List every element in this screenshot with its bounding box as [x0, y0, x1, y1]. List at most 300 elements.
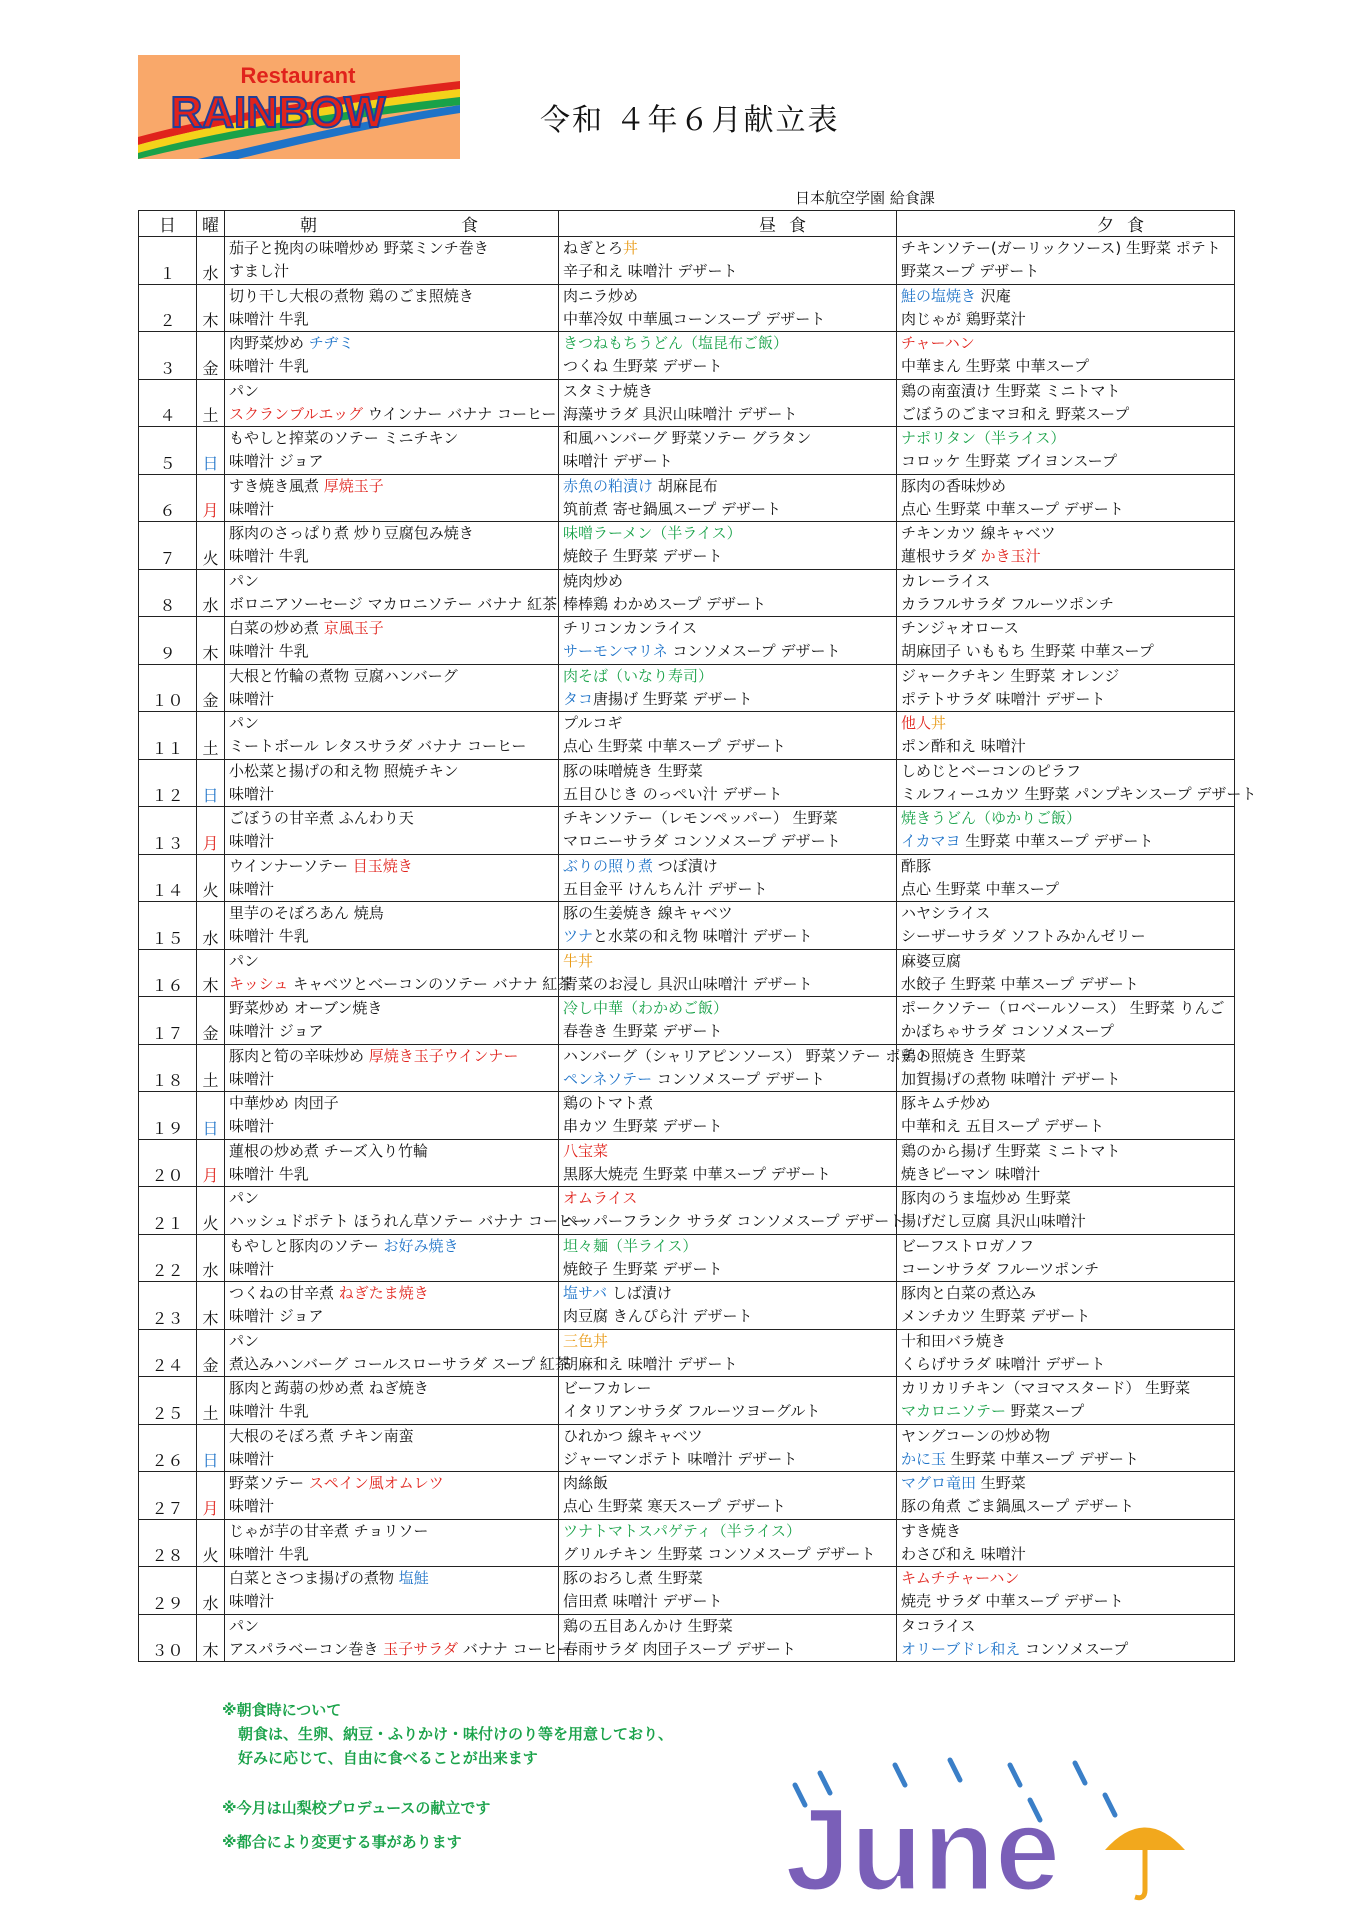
lunch-cell — [559, 1329, 897, 1377]
dinner-cell — [897, 617, 1235, 665]
breakfast-line — [225, 1020, 558, 1043]
day-number: １１ — [139, 712, 197, 760]
table-row — [139, 427, 1235, 475]
menu-text: イカマヨ — [901, 832, 961, 851]
menu-text: 味噌汁 牛乳 — [229, 309, 309, 328]
menu-text: 肉そば（いなり寿司） — [563, 666, 714, 685]
table-row — [139, 237, 1235, 285]
menu-text: タコ — [563, 689, 594, 708]
lunch-cell — [559, 1092, 897, 1140]
dinner-cell — [897, 807, 1235, 855]
menu-text: 煮込みハンバーグ コールスローサラダ スープ 紅茶 — [229, 1354, 570, 1373]
table-row — [139, 902, 1235, 950]
dinner-cell — [897, 712, 1235, 760]
lunch-line — [559, 878, 896, 901]
dinner-line — [897, 950, 1234, 973]
notes-line-1: 朝食は、生卵、納豆・ふりかけ・味付けのり等を用意しており、 — [238, 1725, 674, 1743]
table-row — [139, 617, 1235, 665]
lunch-line — [559, 1377, 896, 1400]
lunch-line — [559, 1495, 896, 1518]
menu-text: 味噌汁 — [229, 832, 275, 851]
lunch-line — [559, 1353, 896, 1376]
lunch-cell — [559, 1234, 897, 1282]
dinner-line — [897, 925, 1234, 948]
lunch-line — [559, 855, 896, 878]
menu-text: ごぼうの甘辛煮 ふんわり天 — [229, 809, 414, 827]
menu-text: 中華炒め 肉団子 — [229, 1094, 339, 1112]
menu-text: 鶏のから揚げ 生野菜 ミニトマト — [901, 1141, 1121, 1160]
lunch-cell — [559, 902, 897, 950]
day-number: ２０ — [139, 1139, 197, 1187]
lunch-line — [559, 1068, 896, 1091]
menu-text: オムライス — [563, 1189, 638, 1207]
menu-text: スタミナ焼き — [563, 381, 654, 400]
breakfast-line — [225, 902, 558, 925]
lunch-cell — [559, 522, 897, 570]
lunch-cell — [559, 664, 897, 712]
menu-text: ジャーマンポテト 味噌汁 デザート — [563, 1449, 798, 1468]
day-number: ２９ — [139, 1567, 197, 1615]
weekday: 水 — [197, 902, 225, 950]
menu-text: 茄子と挽肉の味噌炒め 野菜ミンチ巻き — [229, 239, 489, 257]
notes-line-4: ※都合により変更する事があります — [222, 1833, 462, 1851]
menu-text: シーザーサラダ ソフトみかんゼリー — [901, 927, 1146, 946]
menu-text: 丼 — [623, 239, 639, 257]
dinner-line — [897, 1567, 1234, 1590]
day-number: １０ — [139, 664, 197, 712]
lunch-line — [559, 475, 896, 498]
dinner-line — [897, 403, 1234, 426]
menu-text: つくね 生野菜 デザート — [563, 357, 723, 376]
dinner-line — [897, 1495, 1234, 1518]
dinner-line — [897, 237, 1234, 260]
weekday: 土 — [197, 712, 225, 760]
dinner-line — [897, 498, 1234, 521]
lunch-line — [559, 973, 896, 996]
day-number: ８ — [139, 569, 197, 617]
table-row — [139, 474, 1235, 522]
menu-text: ねぎとろ — [563, 239, 624, 257]
breakfast-cell — [225, 474, 559, 522]
lunch-cell — [559, 1282, 897, 1330]
menu-text: じゃが芋の甘辛煮 チョリソー — [229, 1521, 429, 1540]
table-row — [139, 522, 1235, 570]
dinner-cell — [897, 284, 1235, 332]
page-title: 令和 ４年６月献立表 — [540, 103, 840, 138]
notes-heading: ※朝食時について — [222, 1701, 342, 1719]
menu-text: ペッパーフランク サラダ コンソメスープ デザート — [563, 1212, 905, 1231]
menu-text: 味噌汁 牛乳 — [229, 1402, 309, 1421]
dinner-line — [897, 1400, 1234, 1423]
menu-text: パン — [229, 1189, 260, 1207]
day-number: ９ — [139, 617, 197, 665]
menu-text: 目玉焼き — [352, 856, 413, 875]
day-number: １８ — [139, 1044, 197, 1092]
breakfast-line — [225, 1092, 558, 1115]
breakfast-line — [225, 475, 558, 498]
menu-text: 棒棒鶏 わかめスープ デザート — [563, 594, 767, 613]
menu-text: 鶏の照焼き 生野菜 — [901, 1046, 1026, 1065]
menu-table — [138, 210, 1257, 1662]
table-row — [139, 664, 1235, 712]
department-label: 日本航空学園 給食課 — [795, 189, 935, 207]
header-breakfast-2: 食 — [461, 216, 478, 236]
menu-text: 味噌汁 — [229, 1259, 275, 1278]
menu-text: 味噌汁 — [229, 1117, 275, 1136]
lunch-line — [559, 783, 896, 806]
lunch-line — [559, 1472, 896, 1495]
breakfast-cell — [225, 902, 559, 950]
menu-text: 他人 — [901, 714, 932, 732]
breakfast-cell — [225, 332, 559, 380]
lunch-cell — [559, 1139, 897, 1187]
table-row — [139, 1234, 1235, 1282]
dinner-cell — [897, 427, 1235, 475]
table-row — [139, 569, 1235, 617]
header-dinner-2: 食 — [1127, 216, 1144, 236]
menu-text: 味噌汁 — [229, 499, 275, 518]
dinner-line — [897, 332, 1234, 355]
table-row — [139, 1424, 1235, 1472]
menu-text: 肉絲飯 — [563, 1474, 609, 1492]
menu-text: 海藻サラダ 具沢山味噌汁 デザート — [563, 404, 798, 423]
menu-text: 野菜スープ — [1006, 1402, 1085, 1421]
dinner-line — [897, 1590, 1234, 1613]
menu-text: ウインナー バナナ コーヒー — [363, 404, 557, 423]
menu-text: スペイン風オムレツ — [308, 1474, 444, 1492]
menu-table-header — [139, 211, 1235, 237]
menu-text: 生野菜 中華スープ デザート — [946, 1449, 1139, 1468]
menu-text: 味噌汁 — [229, 879, 275, 898]
menu-text: 豚の角煮 ごま鍋風スープ デザート — [901, 1497, 1135, 1516]
lunch-line — [559, 760, 896, 783]
menu-text: 豚肉のうま塩炒め 生野菜 — [901, 1189, 1071, 1207]
dinner-cell — [897, 664, 1235, 712]
header-lunch-1: 昼 — [759, 216, 776, 236]
lunch-line — [559, 1187, 896, 1210]
lunch-line — [559, 925, 896, 948]
dinner-line — [897, 712, 1234, 735]
lunch-line — [559, 1590, 896, 1613]
breakfast-line — [225, 1448, 558, 1471]
breakfast-cell — [225, 1519, 559, 1567]
lunch-line — [559, 522, 896, 545]
menu-text: マロニーサラダ コンソメスープ デザート — [563, 832, 841, 851]
menu-text: 焼餃子 生野菜 デザート — [563, 1259, 723, 1278]
lunch-line — [559, 1305, 896, 1328]
day-number: ７ — [139, 522, 197, 570]
dinner-line — [897, 285, 1234, 308]
lunch-line — [559, 1638, 896, 1661]
breakfast-cell — [225, 807, 559, 855]
lunch-line — [559, 830, 896, 853]
lunch-line — [559, 308, 896, 331]
menu-text: ひれかつ 線キャベツ — [563, 1426, 703, 1445]
lunch-cell — [559, 854, 897, 902]
lunch-cell — [559, 237, 897, 285]
menu-text: グリルチキン 生野菜 コンソメスープ デザート — [563, 1544, 876, 1563]
table-row — [139, 1614, 1235, 1662]
dinner-cell — [897, 379, 1235, 427]
menu-text: すき焼き — [901, 1521, 962, 1540]
header-lunch — [559, 211, 897, 237]
dinner-cell — [897, 1519, 1235, 1567]
dinner-line — [897, 593, 1234, 616]
table-row — [139, 807, 1235, 855]
breakfast-line — [225, 427, 558, 450]
menu-text: 味噌汁 — [229, 1449, 275, 1468]
lunch-line — [559, 1543, 896, 1566]
lunch-line — [559, 902, 896, 925]
menu-text: パン — [229, 1331, 260, 1350]
dinner-cell — [897, 902, 1235, 950]
day-number: ５ — [139, 427, 197, 475]
menu-text: 三色丼 — [563, 1331, 609, 1350]
menu-text: 味噌汁 — [229, 1592, 275, 1611]
menu-text: パン — [229, 714, 260, 732]
day-number: ２１ — [139, 1187, 197, 1235]
menu-text: 胡麻団子 いももち 生野菜 中華スープ — [901, 642, 1154, 661]
breakfast-line — [225, 617, 558, 640]
notes-line-2: 好みに応じて、自由に食べることが出来ます — [238, 1749, 538, 1767]
dinner-line — [897, 1045, 1234, 1068]
menu-text: チャーハン — [901, 334, 975, 352]
menu-text: すまし汁 — [229, 262, 290, 281]
table-row — [139, 1187, 1235, 1235]
menu-text: プルコギ — [563, 714, 623, 732]
dinner-line — [897, 617, 1234, 640]
menu-text: ジャークチキン 生野菜 オレンジ — [901, 666, 1120, 685]
menu-text: 五目金平 けんちん汁 デザート — [563, 879, 768, 898]
menu-text: チキンカツ 線キャベツ — [901, 524, 1056, 542]
breakfast-line — [225, 1210, 588, 1233]
lunch-line — [559, 712, 896, 735]
breakfast-cell — [225, 712, 559, 760]
dinner-cell — [897, 1377, 1235, 1425]
menu-text: 味噌汁 牛乳 — [229, 547, 309, 566]
lunch-line — [559, 617, 896, 640]
menu-text: 点心 生野菜 寒天スープ デザート — [563, 1497, 786, 1516]
breakfast-line — [225, 545, 558, 568]
weekday: 水 — [197, 237, 225, 285]
logo-main-text: RAINBOW — [170, 88, 386, 137]
day-number: ２５ — [139, 1377, 197, 1425]
dinner-line — [897, 1020, 1234, 1043]
lunch-cell — [559, 332, 897, 380]
menu-text: 白菜の炒め煮 — [229, 619, 324, 637]
breakfast-line — [225, 1520, 558, 1543]
lunch-line — [559, 1448, 896, 1471]
dinner-line — [897, 807, 1234, 830]
day-number: ４ — [139, 379, 197, 427]
dinner-line — [897, 1353, 1234, 1376]
dinner-line — [897, 1187, 1234, 1210]
dinner-line — [897, 1615, 1234, 1638]
menu-text: ポークソテー（ロベールソース） 生野菜 りんご — [901, 999, 1225, 1017]
menu-text: 塩サバ — [563, 1284, 608, 1302]
lunch-line — [559, 1210, 905, 1233]
day-number: ２ — [139, 284, 197, 332]
breakfast-cell — [225, 997, 559, 1045]
menu-text: チリコンカンライス — [563, 619, 698, 637]
dinner-cell — [897, 1614, 1235, 1662]
breakfast-cell — [225, 664, 559, 712]
restaurant-rainbow-logo — [138, 55, 460, 159]
day-number: ６ — [139, 474, 197, 522]
logo-top-text: Restaurant — [240, 63, 356, 88]
weekday: 日 — [197, 427, 225, 475]
breakfast-line — [225, 1235, 558, 1258]
weekday: 月 — [197, 1472, 225, 1520]
breakfast-line — [225, 1068, 558, 1091]
menu-text: イタリアンサラダ フルーツヨーグルト — [563, 1402, 821, 1421]
dinner-line — [897, 308, 1234, 331]
breakfast-line — [225, 760, 558, 783]
menu-text: 小松菜と揚げの和え物 照焼チキン — [229, 761, 459, 780]
day-number: ２７ — [139, 1472, 197, 1520]
day-number: １６ — [139, 949, 197, 997]
dinner-cell — [897, 1282, 1235, 1330]
menu-text: 味噌汁 — [229, 1497, 275, 1516]
header-lunch-2: 食 — [789, 216, 806, 236]
menu-text: 青菜のお浸し 具沢山味噌汁 デザート — [563, 974, 813, 993]
breakfast-cell — [225, 237, 559, 285]
dinner-cell — [897, 759, 1257, 807]
menu-text: ボロニアソーセージ マカロニソテー バナナ 紅茶 — [229, 594, 558, 613]
menu-text: サーモンマリネ — [563, 642, 668, 661]
dinner-line — [897, 355, 1234, 378]
lunch-line — [559, 260, 896, 283]
dinner-line — [897, 878, 1234, 901]
breakfast-cell — [225, 427, 559, 475]
umbrella-icon — [1105, 1828, 1185, 1898]
menu-text: 白菜とさつま揚げの煮物 — [229, 1569, 399, 1587]
menu-text: 生野菜 — [976, 1474, 1026, 1492]
menu-text: マグロ竜田 — [901, 1474, 977, 1492]
breakfast-cell — [225, 854, 559, 902]
menu-text: 点心 生野菜 中華スープ デザート — [901, 499, 1124, 518]
breakfast-cell — [225, 1187, 588, 1235]
menu-text: 豚のおろし煮 生野菜 — [563, 1569, 703, 1587]
lunch-cell — [559, 569, 897, 617]
menu-text: カリカリチキン（マヨマスタード） 生野菜 — [901, 1379, 1191, 1397]
dinner-line — [897, 1163, 1234, 1186]
day-number: １７ — [139, 997, 197, 1045]
menu-text: わさび和え 味噌汁 — [901, 1544, 1026, 1563]
header-dinner — [897, 211, 1235, 237]
lunch-line — [559, 1140, 896, 1163]
dinner-line — [897, 1330, 1234, 1353]
menu-text: 肉ニラ炒め — [563, 286, 639, 305]
dinner-cell — [897, 854, 1235, 902]
menu-text: かぼちゃサラダ コンソメスープ — [901, 1022, 1114, 1041]
menu-text: 味噌汁 牛乳 — [229, 927, 309, 946]
dinner-line — [897, 1115, 1234, 1138]
june-illustration — [775, 1755, 1195, 1916]
menu-text: 黒豚大焼売 生野菜 中華スープ デザート — [563, 1164, 831, 1183]
menu-text: ビーフカレー — [563, 1379, 652, 1397]
lunch-cell — [559, 1614, 897, 1662]
dinner-line — [897, 1520, 1234, 1543]
breakfast-cell — [225, 1472, 559, 1520]
menu-text: コンソメスープ デザート — [667, 642, 841, 661]
dinner-cell — [897, 1139, 1235, 1187]
menu-text: コンソメスープ デザート — [652, 1069, 825, 1088]
lunch-cell — [559, 474, 897, 522]
breakfast-line — [225, 355, 558, 378]
menu-text: キムチチャーハン — [901, 1569, 1020, 1587]
weekday: 木 — [197, 617, 225, 665]
menu-text: 鶏の五目あんかけ 生野菜 — [563, 1616, 733, 1635]
menu-text: 里芋のそぼろあん 焼鳥 — [229, 904, 384, 922]
dinner-line — [897, 427, 1234, 450]
weekday: 木 — [197, 284, 225, 332]
breakfast-line — [225, 973, 573, 996]
weekday: 木 — [197, 1614, 225, 1662]
breakfast-cell — [225, 1234, 559, 1282]
dinner-line — [897, 1092, 1234, 1115]
dinner-cell — [897, 1092, 1235, 1140]
menu-text: ごぼうのごまマヨ和え 野菜スープ — [901, 404, 1130, 423]
weekday: 月 — [197, 807, 225, 855]
menu-text: 肉野菜炒め — [229, 334, 309, 352]
dinner-cell — [897, 1187, 1235, 1235]
menu-text: ツナ — [563, 927, 594, 946]
menu-text: 点心 生野菜 中華スープ デザート — [563, 737, 786, 756]
menu-text: 味噌汁 デザート — [563, 452, 673, 471]
breakfast-line — [225, 237, 558, 260]
lunch-line — [559, 1330, 896, 1353]
menu-text: 春雨サラダ 肉団子スープ デザート — [563, 1639, 796, 1658]
menu-text: と水菜の和え物 味噌汁 デザート — [593, 927, 813, 946]
lunch-line — [559, 403, 896, 426]
lunch-cell — [559, 1519, 897, 1567]
menu-text: 野菜スープ デザート — [901, 262, 1040, 281]
day-number: ３０ — [139, 1614, 197, 1662]
dinner-cell — [897, 1044, 1235, 1092]
lunch-line — [559, 427, 896, 450]
menu-text: 味噌ラーメン（半ライス） — [563, 524, 742, 542]
breakfast-line — [225, 1377, 558, 1400]
lunch-cell — [559, 1044, 931, 1092]
table-row — [139, 1044, 1235, 1092]
dinner-cell — [897, 1472, 1235, 1520]
menu-text: 揚げだし豆腐 具沢山味噌汁 — [901, 1212, 1086, 1231]
lunch-line — [559, 688, 896, 711]
menu-text: バナナ コーヒー — [458, 1639, 572, 1658]
breakfast-cell — [225, 1282, 559, 1330]
breakfast-line — [225, 1282, 558, 1305]
menu-text: 胡麻和え 味噌汁 デザート — [563, 1354, 738, 1373]
lunch-cell — [559, 1472, 897, 1520]
lunch-cell — [559, 1567, 897, 1615]
breakfast-line — [225, 1330, 558, 1353]
menu-text: 味噌汁 牛乳 — [229, 1544, 309, 1563]
menu-text: パン — [229, 381, 260, 400]
breakfast-line — [225, 285, 558, 308]
weekday: 水 — [197, 1234, 225, 1282]
menu-text: 味噌汁 — [229, 689, 275, 708]
weekday: 日 — [197, 1424, 225, 1472]
menu-text: 点心 生野菜 中華スープ — [901, 879, 1060, 898]
dinner-cell — [897, 1234, 1235, 1282]
menu-text: 八宝菜 — [563, 1141, 609, 1160]
table-row — [139, 1377, 1235, 1425]
menu-text: カラフルサラダ フルーツポンチ — [901, 594, 1114, 613]
dinner-line — [897, 855, 1234, 878]
breakfast-line — [225, 925, 558, 948]
weekday: 月 — [197, 1139, 225, 1187]
